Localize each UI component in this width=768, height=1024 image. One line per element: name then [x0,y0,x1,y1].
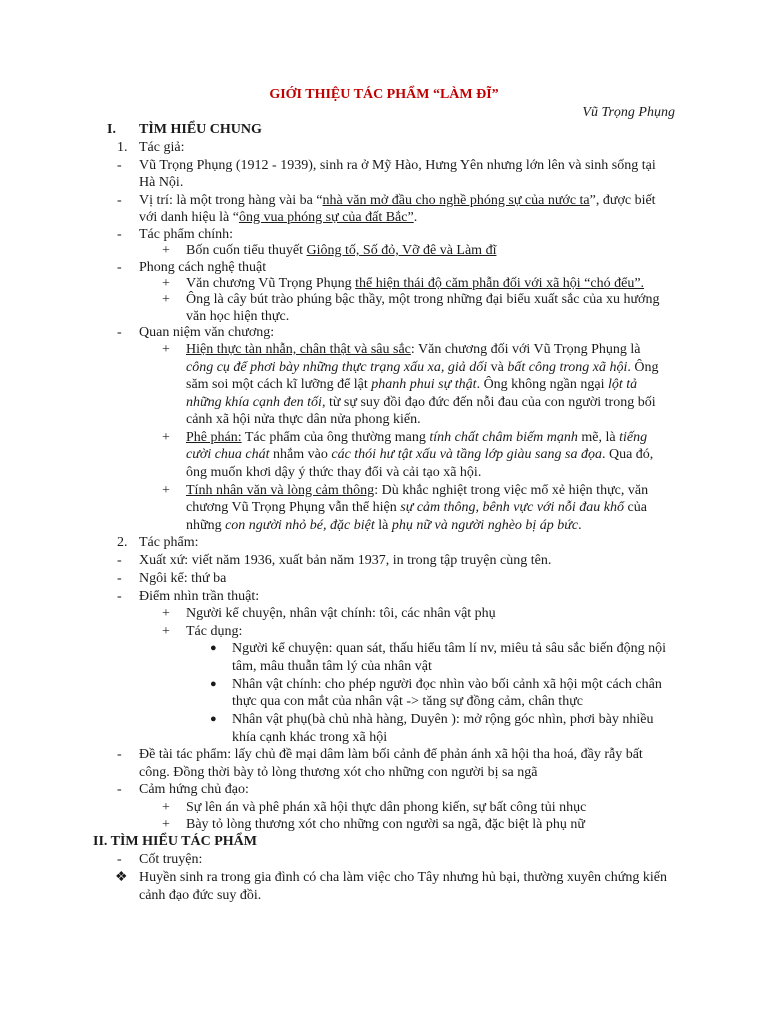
text-line: Ông là cây bút trào phúng bậc thầy, một trong những đại biểu xuất sắc của xu hướng [186,292,660,307]
dash-marker: - [117,158,122,173]
list-number: 1. [117,140,128,155]
plus-marker: + [162,624,170,639]
plus-marker: + [162,276,170,291]
text-line: Xuất xứ: viết năm 1936, xuất bản năm 1937, in trong tập truyện cùng tên. [139,553,552,568]
text-line: Nhân vật chính: cho phép người đọc nhìn vào bối cảnh xã hội một cách chân [232,677,662,692]
plus-marker: + [162,292,170,307]
text-line: Phê phán: Tác phẩm của ông thường mang tính chất châm biếm mạnh mẽ, là tiếng [186,430,648,445]
text-line: những khía cạnh đen tối, từ sự suy đồi đạo đức đến nỗi đau của con người trong bối [186,395,656,410]
plus-marker: + [162,430,170,445]
bullet-marker: ● [210,642,217,654]
dash-marker: - [117,782,122,797]
text-line: công cụ để phơi bày những thực trạng xấu xa, giả dối và bất công trong xã hội. Ông [186,360,659,375]
text-line: khía cạnh khác trong xã hội [232,730,388,745]
plus-marker: + [162,342,170,357]
section-heading: II. TÌM HIỂU TÁC PHẨM [93,834,258,849]
text-line: Nhân vật phụ(bà chủ nhà hàng, Duyên ): mở rộng góc nhìn, phơi bày nhiều [232,712,654,727]
text-line: Điểm nhìn trần thuật: [139,589,260,604]
text-line: Tính nhân văn và lòng cảm thông: Dù khắc nghiệt trong việc mổ xẻ hiện thực, văn [186,483,649,498]
text-line: Cảm hứng chủ đạo: [139,782,249,797]
text-line: với danh hiệu là “ông vua phóng sự của đất Bắc”. [139,210,418,225]
text-line: Văn chương Vũ Trọng Phụng thể hiện thái độ căm phẫn đối với xã hội “chó đểu”. [186,276,645,291]
text-line: thực qua con mắt của nhân vật -> tăng sự đồng cảm, chân thực [232,694,583,709]
text-line: Bày tỏ lòng thương xót cho những con người sa ngã, đặc biệt là phụ nữ [186,817,585,832]
text-line: tâm, mâu thuẫn tâm lý của nhân vật [232,659,432,674]
text-line: Huyền sinh ra trong gia đình có cha làm việc cho Tây nhưng hủ bại, thường xuyên chứng kiến [139,870,667,885]
bullet-marker: ● [210,713,217,725]
list-number: 2. [117,535,128,550]
dash-marker: - [117,553,122,568]
plus-marker: + [162,243,170,258]
text-line: công. Đồng thời bày tỏ lòng thương xót cho những con người bị sa ngã [139,765,538,780]
list-item: Tác phẩm: [139,535,199,550]
dash-marker: - [117,852,122,867]
text-line: Bốn cuốn tiểu thuyết Giông tố, Số đỏ, Vỡ đê và Làm đĩ [186,243,497,258]
dash-marker: - [117,260,122,275]
text-line: Vũ Trọng Phụng (1912 - 1939), sinh ra ở Mỹ Hào, Hưng Yên nhưng lớn lên và sinh sống tại [139,158,656,173]
diamond-marker: ❖ [115,870,128,885]
text-line: chương Vũ Trọng Phụng vẫn thể hiện sự cảm thông, bênh vực với nỗi đau khổ của [186,500,647,515]
dash-marker: - [117,589,122,604]
author-name: Vũ Trọng Phụng [582,105,675,120]
list-item: Phong cách nghệ thuật [139,260,267,275]
text-line: Ngôi kể: thứ ba [139,571,227,586]
section-heading: TÌM HIỂU CHUNG [139,122,262,137]
text-line: Đề tài tác phẩm: lấy chủ đề mại dâm làm bối cảnh để phản ánh xã hội tha hoá, đầy rẫy bất [139,747,643,762]
text-line: Người kể chuyện: quan sát, thấu hiểu tâm lí nv, miêu tả sâu sắc biến động nội [232,641,666,656]
text-line: những con người nhỏ bé, đặc biệt là phụ nữ và người nghèo bị áp bức. [186,518,582,533]
text-line: Hà Nội. [139,175,184,190]
text-line: cảnh xã hội nửa thực dân nửa phong kiến. [186,412,421,427]
text-line: Tác dụng: [186,624,243,639]
text-line: Người kể chuyện, nhân vật chính: tôi, các nhân vật phụ [186,606,496,621]
document-title: GIỚI THIỆU TÁC PHẨM “LÀM ĐĨ” [269,87,499,102]
text-line: Vị trí: là một trong hàng vài ba “nhà văn mở đầu cho nghề phóng sự của nước ta”, được biết [139,193,656,208]
dash-marker: - [117,193,122,208]
list-item: Quan niệm văn chương: [139,325,275,340]
text-line: Sự lên án và phê phán xã hội thực dân phong kiến, sự bất công tủi nhục [186,800,587,815]
text-line: văn học hiện thực. [186,309,290,324]
list-item: Tác phẩm chính: [139,227,234,242]
plus-marker: + [162,817,170,832]
text-line: ông muốn khơi dậy ý thức thay đổi và cải tạo xã hội. [186,465,482,480]
text-line: săm soi một cách kĩ lưỡng để lật phanh phui sự thật. Ông không ngần ngại lột tả [186,377,638,392]
plus-marker: + [162,800,170,815]
text-line: cười chua chát nhắm vào các thói hư tật xấu và tầng lớp giàu sang sa đọa. Qua đó, [186,447,654,462]
dash-marker: - [117,571,122,586]
text-line: cảnh đạo đức suy đồi. [139,888,262,903]
plus-marker: + [162,483,170,498]
dash-marker: - [117,325,122,340]
list-item: Cốt truyện: [139,852,203,867]
dash-marker: - [117,227,122,242]
section-number: I. [107,122,116,137]
bullet-marker: ● [210,678,217,690]
text-line: Hiện thực tàn nhẫn, chân thật và sâu sắc: Văn chương đối với Vũ Trọng Phụng là [186,342,641,357]
dash-marker: - [117,747,122,762]
list-item: Tác giả: [139,140,185,155]
plus-marker: + [162,606,170,621]
